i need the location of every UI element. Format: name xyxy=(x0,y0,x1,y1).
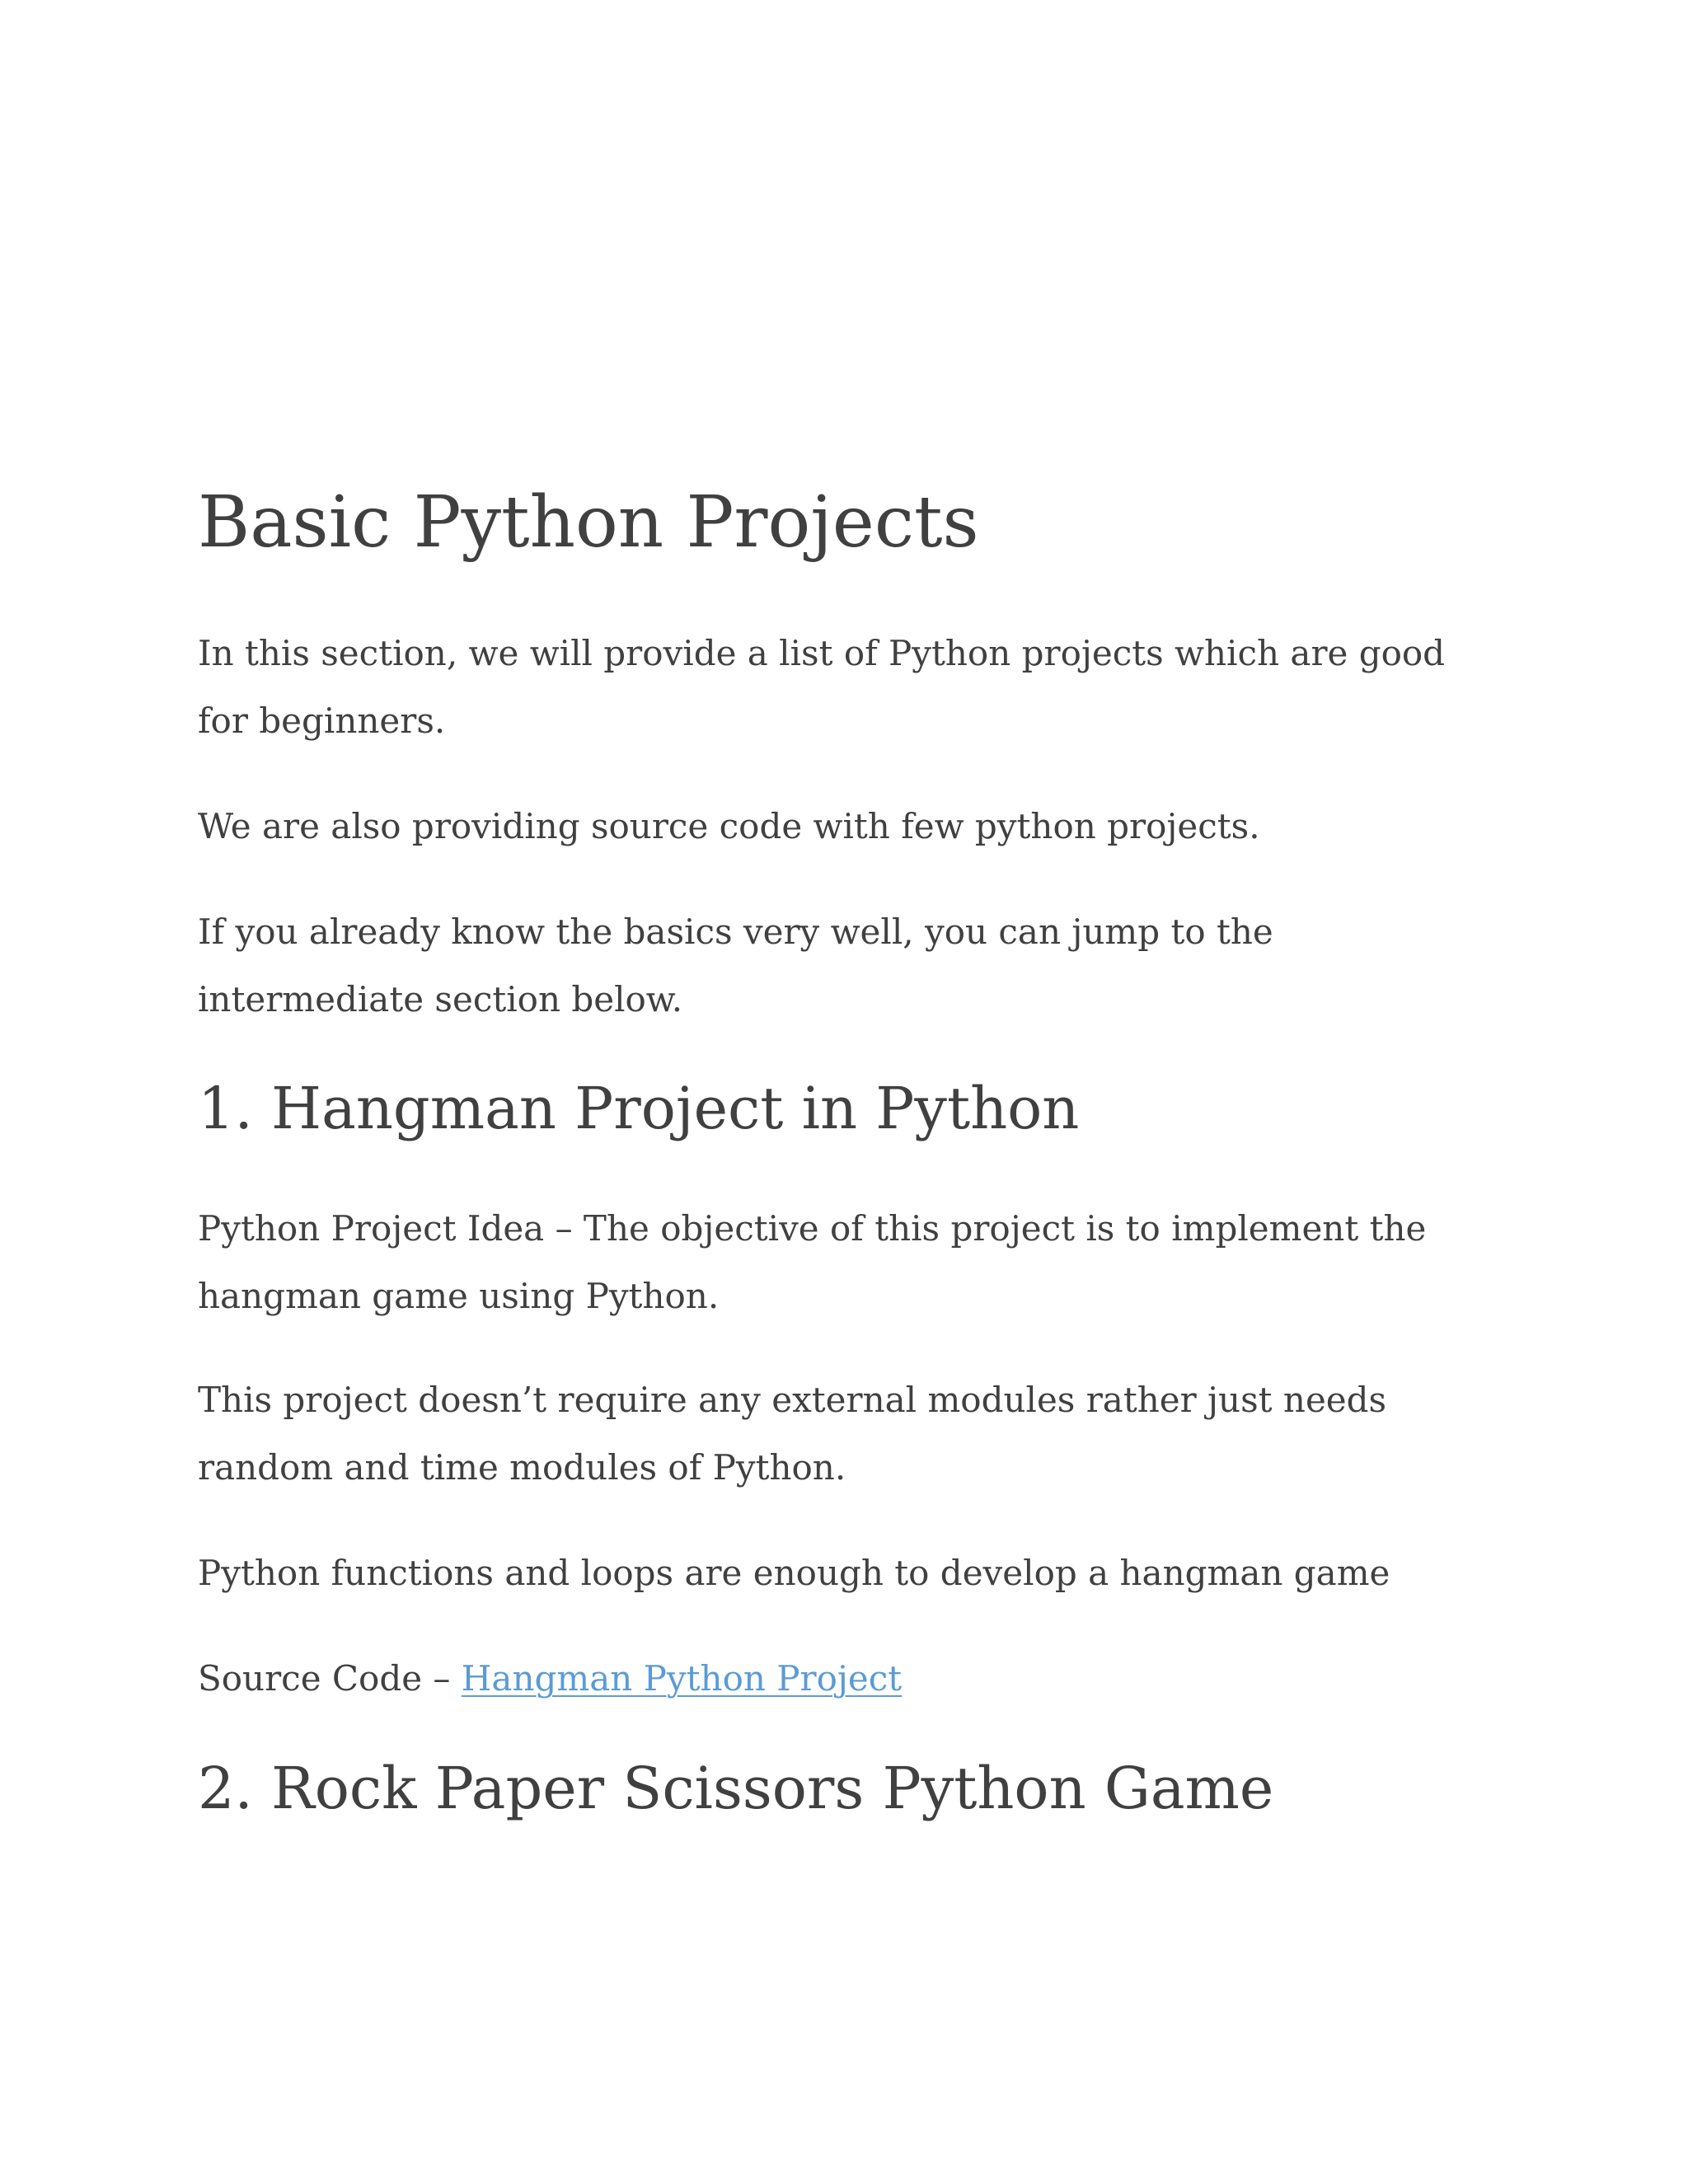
section-heading-hangman: 1. Hangman Project in Python xyxy=(198,1075,1080,1142)
intro-paragraph-3: If you already know the basics very well, you can jump to the intermediate section below. xyxy=(198,912,1273,1019)
hangman-paragraph-3: Python functions and loops are enough to develop a hangman game xyxy=(198,1553,1390,1593)
hangman-paragraph-1: Python Project Idea – The objective of this project is to implement the hangman game using Python. xyxy=(198,1208,1427,1316)
source-code-label: Source Code – xyxy=(198,1658,462,1699)
page-title: Basic Python Projects xyxy=(198,481,979,564)
hangman-source-link[interactable]: Hangman Python Project xyxy=(461,1658,903,1699)
source-code-line xyxy=(198,1645,1484,1713)
hangman-paragraph-2: This project doesn’t require any external modules rather just needs random and time modules of Python. xyxy=(198,1380,1387,1488)
intro-paragraph-1: In this section, we will provide a list of Python projects which are good for beginners. xyxy=(198,633,1446,741)
intro-paragraph-2: We are also providing source code with few python projects. xyxy=(198,806,1260,846)
section-heading-rock-paper-scissors: 2. Rock Paper Scissors Python Game xyxy=(198,1755,1274,1822)
